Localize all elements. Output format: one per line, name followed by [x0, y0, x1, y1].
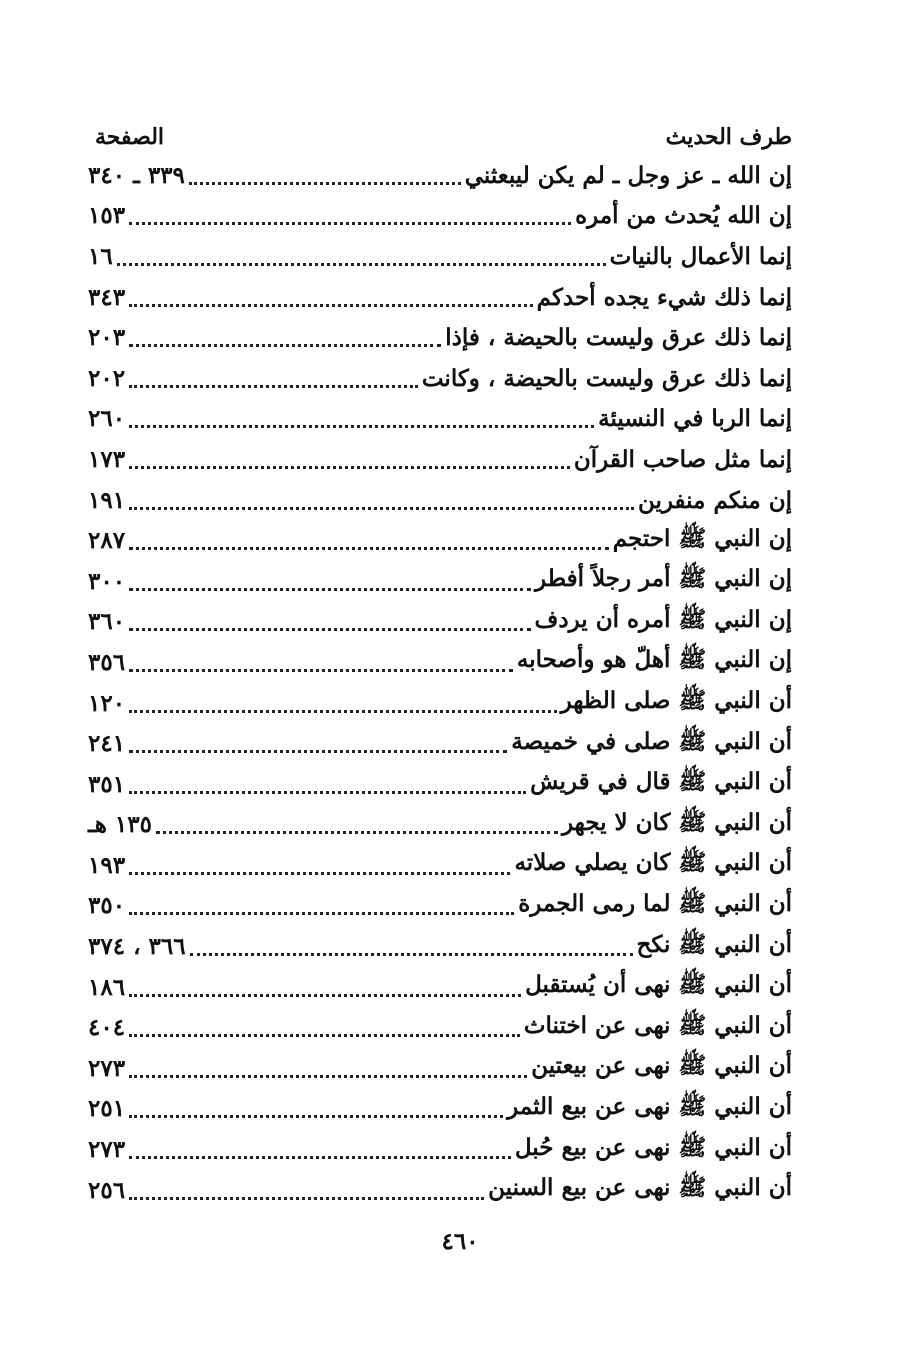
page-reference: ٢٥١	[88, 1095, 126, 1123]
hadith-incipit: أن النبي ﷺ قال في قريش	[530, 768, 792, 796]
page-reference: ١٨٦	[88, 973, 126, 1001]
page-reference: ٣٦٦ ، ٣٧٤	[88, 933, 186, 961]
page-reference: ٢٠٢	[88, 364, 126, 392]
dot-leader	[129, 1022, 520, 1037]
index-entry	[88, 1089, 792, 1130]
hadith-incipit: أن النبي ﷺ صلى الظهر	[560, 687, 792, 715]
dot-leader	[129, 779, 526, 794]
dot-leader	[129, 292, 533, 307]
hadith-incipit: إنما ذلك شيء يجده أحدكم	[536, 283, 792, 311]
hadith-index-list	[88, 155, 792, 1210]
page-reference: ٣٥٦	[88, 648, 126, 676]
index-entry	[88, 520, 792, 561]
index-entry	[88, 236, 792, 277]
hadith-incipit: أن النبي ﷺ نهى أن يُستقبل	[525, 971, 792, 999]
page-reference: ٣٦٠	[88, 608, 126, 636]
page-reference: ٣٥٠	[88, 892, 126, 920]
hadith-incipit: أن النبي ﷺ نهى عن اختناث	[523, 1011, 792, 1039]
page-reference: ٣٠٠	[88, 567, 126, 595]
index-entry	[88, 1129, 792, 1170]
hadith-incipit: إن النبي ﷺ أهلّ هو وأصحابه	[516, 646, 792, 674]
dot-leader	[129, 535, 609, 550]
hadith-incipit: أن النبي ﷺ لما رمى الجمرة	[518, 889, 792, 917]
hadith-incipit: أن النبي ﷺ نهى عن بيعتين	[531, 1052, 792, 1080]
dot-leader	[189, 170, 461, 185]
dot-leader	[129, 413, 594, 428]
page-reference: ٢٧٣	[88, 1136, 126, 1164]
dot-leader	[129, 657, 513, 672]
page-reference: ١٣٥ هـ	[88, 811, 152, 839]
dot-leader	[129, 373, 418, 388]
dot-leader	[129, 900, 514, 915]
dot-leader	[129, 576, 531, 591]
index-header	[95, 110, 792, 150]
page-reference: ١٥٣	[88, 202, 126, 230]
hadith-incipit: إنما الأعمال بالنيات	[609, 242, 792, 270]
page-reference: ٢٥٦	[88, 1176, 126, 1204]
hadith-incipit: إن النبي ﷺ أمر رجلاً أفطر	[535, 565, 792, 593]
page-reference: ٢٧٣	[88, 1054, 126, 1082]
page-column-title: الصفحة	[95, 124, 165, 150]
hadith-incipit: إن النبي ﷺ أمره أن يردف	[534, 605, 792, 633]
hadith-incipit: أن النبي ﷺ كان يصلي صلاته	[514, 849, 792, 877]
page-reference: ٣٣٩ ـ ٣٤٠	[88, 161, 185, 189]
page-reference: ٢٠٣	[88, 324, 126, 352]
dot-leader	[129, 210, 571, 225]
hadith-incipit: إنما مثل صاحب القرآن	[573, 445, 792, 473]
hadith-incipit: أن النبي ﷺ نكح	[636, 930, 792, 958]
index-entry	[88, 723, 792, 764]
dot-leader	[129, 982, 521, 997]
page-reference: ٢٤١	[88, 730, 126, 758]
dot-leader	[129, 332, 441, 347]
page-reference: ٢٨٧	[88, 527, 126, 555]
page-number: ٤٦٠	[441, 1228, 479, 1255]
index-entry	[88, 886, 792, 927]
page-reference: ٣٤٣	[88, 283, 126, 311]
index-entry	[88, 845, 792, 886]
index-entry	[88, 1170, 792, 1211]
hadith-incipit: إن الله يُحدث من أمره	[575, 202, 792, 230]
index-entry	[88, 967, 792, 1008]
index-entry	[88, 602, 792, 643]
dot-leader	[129, 738, 507, 753]
hadith-incipit: إنما ذلك عرق وليست بالحيضة ، وكانت	[421, 364, 792, 392]
page-reference: ١٩٣	[88, 851, 126, 879]
index-entry	[88, 399, 792, 440]
dot-leader	[129, 1063, 527, 1078]
index-entry	[88, 155, 792, 196]
dot-leader	[129, 454, 570, 469]
hadith-incipit: إنما ذلك عرق وليست بالحيضة ، فإذا	[445, 324, 792, 352]
dot-leader	[190, 941, 633, 956]
hadith-incipit: إن الله ـ عز وجل ـ لم يكن ليبعثني	[464, 161, 792, 189]
hadith-incipit: أن النبي ﷺ صلى في خميصة	[511, 727, 792, 755]
index-entry	[88, 196, 792, 237]
index-entry	[88, 1007, 792, 1048]
index-entry	[88, 480, 792, 521]
index-entry	[88, 764, 792, 805]
page-reference: ١٢٠	[88, 689, 126, 717]
hadith-incipit: إن النبي ﷺ احتجم	[612, 524, 792, 552]
index-entry	[88, 561, 792, 602]
hadith-incipit: إنما الربا في النسيئة	[598, 405, 792, 433]
hadith-incipit: أن النبي ﷺ نهى عن بيع الثمر	[507, 1092, 792, 1120]
index-entry	[88, 642, 792, 683]
hadith-incipit: أن النبي ﷺ كان لا يجهر	[561, 808, 792, 836]
hadith-incipit: أن النبي ﷺ نهى عن بيع حُبل	[514, 1133, 792, 1161]
index-entry	[88, 439, 792, 480]
page-reference: ١٦	[88, 242, 113, 270]
dot-leader	[129, 1144, 511, 1159]
dot-leader	[129, 1185, 484, 1200]
index-entry	[88, 683, 792, 724]
page-reference: ٢٦٠	[88, 405, 126, 433]
index-entry	[88, 358, 792, 399]
index-entry	[88, 926, 792, 967]
dot-leader	[156, 819, 558, 834]
page-reference: ٣٥١	[88, 770, 126, 798]
index-entry	[88, 277, 792, 318]
dot-leader	[129, 616, 530, 631]
page-reference: ١٩١	[88, 486, 126, 514]
index-entry	[88, 1048, 792, 1089]
page-reference: ٤٠٤	[88, 1014, 126, 1042]
dot-leader	[117, 251, 606, 266]
hadith-incipit: أن النبي ﷺ نهى عن بيع السنين	[488, 1174, 792, 1202]
index-entry	[88, 805, 792, 846]
index-entry	[88, 317, 792, 358]
dot-leader	[129, 1103, 503, 1118]
hadith-column-title: طرف الحديث	[665, 124, 792, 150]
dot-leader	[129, 495, 634, 510]
hadith-incipit: إن منكم منفرين	[637, 486, 792, 514]
dot-leader	[129, 860, 510, 875]
page-reference: ١٧٣	[88, 445, 126, 473]
dot-leader	[129, 698, 557, 713]
